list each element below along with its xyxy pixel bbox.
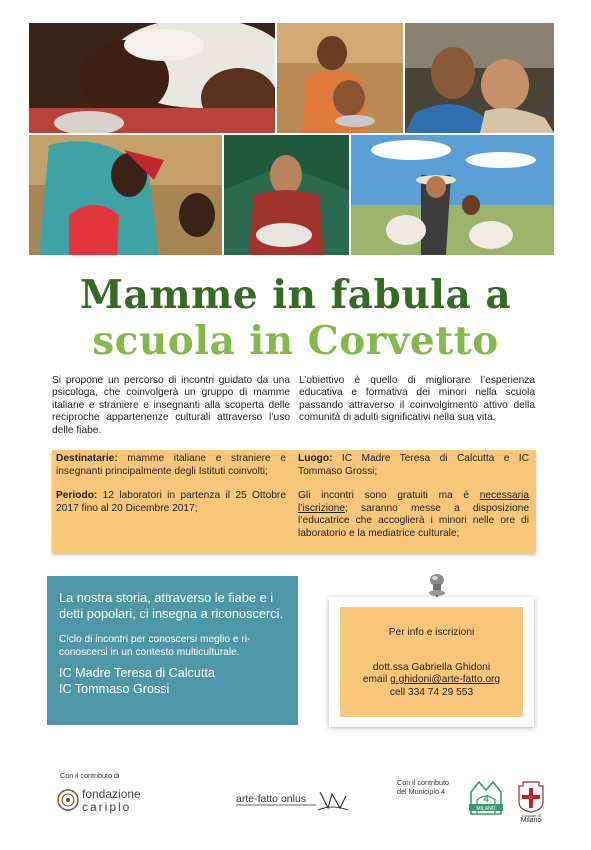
gratuiti-item [298, 490, 529, 540]
contact-note-paper [340, 607, 523, 717]
luogo-text: IC Madre Teresa di Calcutta e IC Tommaso Grossi; [298, 453, 529, 477]
fondazione-contribution-label: Con il contributo di [60, 771, 120, 780]
contact-email-link[interactable]: g.ghidoni@arte-fatto.org [390, 674, 501, 685]
teal-cycle-description: Ciclo di incontri per conoscersi meglio e ri-conoscersi in un contesto multiculturale. [59, 634, 251, 658]
intro-right-paragraph: L’obiettivo è quello di migliorare l’esperienza educativa e formativa dei minori nella scuola passando attraverso il coinvolgimento attivo della comunità di adulti significativi nella sua vita. [299, 375, 535, 424]
municipio-label-line-1: Con il contributo [397, 778, 449, 787]
luogo-label: Luogo: [298, 453, 333, 464]
municipio-contribution-label [397, 778, 467, 796]
header-photo-5 [224, 135, 349, 255]
page-title-line-1: Mamme in fabula a [79, 272, 512, 318]
info-box [52, 450, 536, 553]
iscrizione-required-text: necessaria l’iscrizione [298, 490, 529, 514]
periodo-item [56, 490, 286, 515]
municipio-4-logo [467, 776, 505, 820]
contact-heading: Per info e iscrizioni [388, 627, 475, 638]
info-box-right-column [298, 453, 529, 541]
teal-info-box [47, 576, 298, 725]
municipio-label-line-2: del Municipio 4 [397, 787, 445, 796]
periodo-text: 12 laboratori in partenza il 25 Ottobre 2017 fino al 20 Dicembre 2017; [56, 490, 286, 514]
contact-email-label: email [362, 674, 391, 685]
fondazione-cariplo-logo [57, 784, 162, 816]
gratuiti-rest-text: ; saranno messe a disposizione l’educatrice che accoglierà i minori nelle ore di laboratorio e la mediatrice culturale; [298, 502, 529, 539]
header-photo-4 [29, 135, 222, 255]
destinatarie-label: Destinatarie: [56, 453, 118, 464]
fondazione-name-2: cariplo [82, 800, 132, 814]
gratuiti-text: Gli incontri sono gratuiti ma è [298, 490, 480, 502]
municipio-number: 4 [483, 794, 489, 805]
comune-di-milano-logo [513, 778, 549, 822]
municipio-logo-text: MILANO [476, 806, 496, 812]
header-photo-3 [405, 23, 554, 133]
arte-fatto-logo [234, 786, 352, 816]
intro-left-paragraph: Si propone un percorso di incontri guidato da una psicologa, che coinvolgerà un gruppo di mamme italiane e straniere e insegnanti alla scoperta delle reciproche appartenenze culturali attraverso l’uso delle fiabe. [52, 375, 290, 436]
contact-note [329, 597, 534, 727]
teal-school-1: IC Madre Teresa di Calcutta [59, 666, 215, 680]
comune-small-label: Comune di [521, 813, 541, 818]
destinatarie-item [56, 453, 286, 478]
contact-phone: cell 334 74 29 553 [389, 687, 474, 698]
contact-name: dott.ssa Gabriella Ghidoni [372, 662, 491, 673]
header-photo-2 [277, 23, 403, 133]
header-photo-1 [29, 23, 275, 133]
teal-quote: La nostra storia, attraverso le fiabe e i detti popolari, ci insegna a riconoscerci. [59, 590, 284, 621]
contact-email-line [340, 674, 523, 687]
header-photo-6 [351, 135, 554, 255]
luogo-item [298, 453, 529, 478]
page-title-line-2: scuola in Corvetto [92, 318, 499, 364]
periodo-label: Periodo: [56, 490, 98, 502]
destinatarie-text: mamme italiane e straniere e insegnanti principalmente degli Istituti coinvolti; [56, 453, 286, 477]
fondazione-name-1: fondazione [82, 787, 141, 801]
comune-city-label: Milano [520, 817, 542, 822]
teal-school-2: IC Tommaso Grossi [59, 682, 170, 696]
arte-fatto-name: arte-fatto onlus [236, 793, 307, 805]
info-box-left-column [56, 453, 286, 515]
teal-schools [59, 665, 291, 697]
